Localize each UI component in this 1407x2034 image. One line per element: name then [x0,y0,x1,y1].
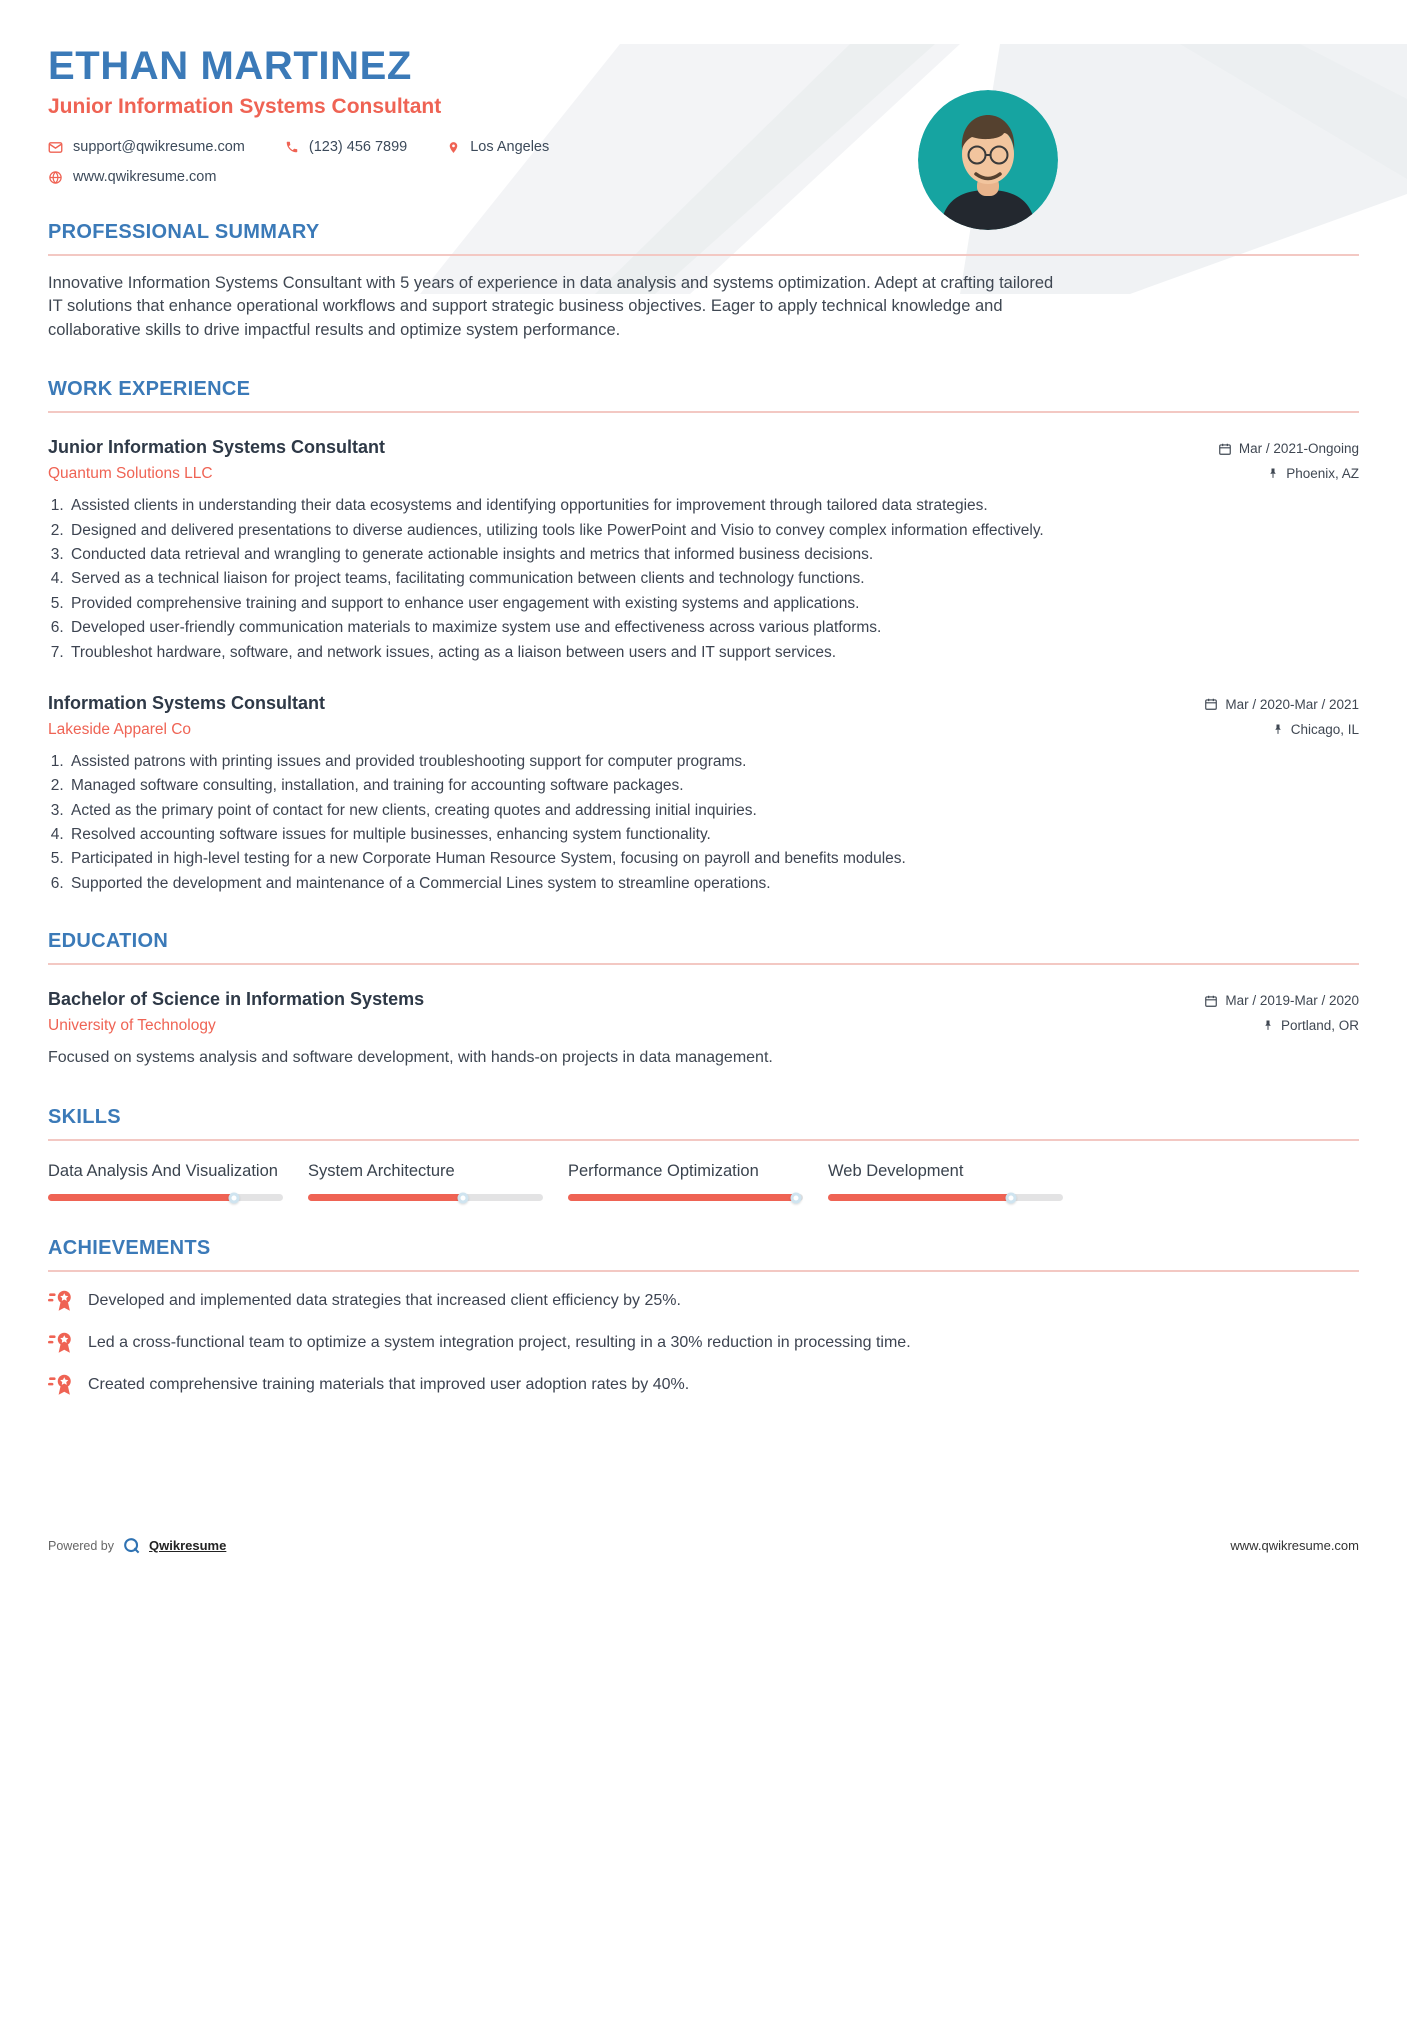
skill-bar-knob [1006,1192,1017,1203]
achievement-text: Created comprehensive training materials that improved user adoption rates by 40%. [88,1376,690,1394]
education-location-text: Portland, OR [1280,1018,1359,1034]
job-dates-text: Mar / 2020-Mar / 2021 [1225,696,1359,712]
job-title: Junior Information Systems Consultant [48,437,386,458]
profile-photo [918,90,1058,230]
job-bullet: 2. Designed and delivered presentations to diverse audiences, utilizing tools like PowerPoint and Visio to convey complex information effectively. [68,520,1048,541]
skill-bar-fill [48,1194,234,1201]
skill-bar-knob [228,1192,239,1203]
candidate-name: ETHAN MARTINEZ [48,44,412,88]
education-heading: EDUCATION [48,930,169,953]
job-entry-1 [48,437,1359,663]
avatar-illustration [918,90,1058,230]
contact-row-primary [48,139,1359,155]
skill-bar-fill [568,1194,796,1201]
skill-bar-knob [458,1192,469,1203]
section-achievements [48,1237,1359,1398]
education-location [1204,1018,1359,1033]
job-bullet: 1. Assisted clients in understanding their data ecosystems and identifying opportunities for improvement through tailored data strategies. [68,495,1048,516]
section-divider [48,963,1359,965]
achievement-item [48,1372,1359,1398]
summary-text: Innovative Information Systems Consultant with 5 years of experience in data analysis and systems optimization. Adept at crafting tailored IT solutions that enhance operational workflows and support strategic business objectives. Eager to apply technical knowledge and collaborative skills to drive impactful results and optimize system performance. [48,274,1054,339]
job-entry-2 [48,693,1359,894]
education-meta [1204,989,1359,1033]
achievement-item [48,1288,1359,1314]
qwikresume-logo-icon [122,1536,141,1555]
contact-location [447,139,549,155]
candidate-title: Junior Information Systems Consultant [48,95,442,118]
school-name: University of Technology [48,1017,216,1035]
education-header [48,989,1359,1035]
contact-email-text: support@qwikresume.com [73,139,245,155]
achievements-heading: ACHIEVEMENTS [48,1237,211,1260]
skill-item [828,1161,1063,1201]
job-bullet: 3. Conducted data retrieval and wrangling to generate actionable insights and metrics that informed business decisions. [68,544,1048,565]
skill-bar [828,1194,1063,1201]
skill-bar [48,1194,283,1201]
job-bullet: 4. Served as a technical liaison for project teams, facilitating communication between clients and technology functions. [68,568,1048,589]
job-location-text: Phoenix, AZ [1286,466,1359,482]
skill-name: Data Analysis And Visualization [48,1161,278,1180]
job-bullet: 3. Acted as the primary point of contact for new clients, creating quotes and addressing initial inquiries. [68,800,1048,821]
education-entry [48,989,1359,1070]
header [48,44,1359,185]
education-description: Focused on systems analysis and software development, with hands-on projects in data management. [48,1049,773,1067]
skill-bar-knob [790,1192,801,1203]
contact-website-text: www.qwikresume.com [73,169,217,185]
section-divider [48,1139,1359,1141]
phone-icon [285,140,299,154]
contact-phone [285,139,407,155]
powered-by-label: Powered by [48,1538,115,1553]
job-bullet: 6. Developed user-friendly communication materials to maximize system use and effectiveness across various platforms. [68,617,1048,638]
job-header [48,437,1359,483]
contact-location-text: Los Angeles [470,139,550,155]
section-divider [48,411,1359,413]
section-skills [48,1106,1359,1201]
job-dates [1218,441,1359,456]
qwikresume-link[interactable]: Qwikresume [149,1538,227,1553]
job-bullet-list [48,751,1048,894]
job-bullet: 2. Managed software consulting, installation, and training for accounting software packages. [68,775,1048,796]
job-bullet: 5. Participated in high-level testing for a new Corporate Human Resource System, focusing on payroll and benefits modules. [68,848,1048,869]
skill-bar-fill [308,1194,463,1201]
job-company: Lakeside Apparel Co [48,720,192,738]
job-header-left [48,437,385,483]
skill-item [308,1161,543,1201]
award-icon [48,1372,74,1398]
envelope-icon [48,140,63,155]
skills-grid [48,1161,1063,1201]
skill-bar [308,1194,543,1201]
job-bullet: 6. Supported the development and maintenance of a Commercial Lines system to streamline operations. [68,873,1048,894]
contact-phone-text: (123) 456 7899 [308,139,408,155]
job-location-text: Chicago, IL [1290,721,1359,737]
section-work-experience [48,378,1359,894]
work-experience-heading: WORK EXPERIENCE [48,378,251,401]
footer-website-link[interactable]: www.qwikresume.com [1230,1538,1359,1553]
pushpin-icon [1267,467,1279,480]
contact-email [48,139,245,155]
job-bullet-list [48,495,1048,663]
award-icon [48,1330,74,1356]
job-company: Quantum Solutions LLC [48,465,213,483]
skill-name: Performance Optimization [568,1161,759,1180]
achievement-text: Led a cross-functional team to optimize a system integration project, resulting in a 30% reduction in processing time. [88,1334,911,1352]
section-divider [48,1270,1359,1272]
footer [48,1536,1359,1555]
section-divider [48,254,1359,256]
globe-icon [48,170,63,185]
education-dates [1204,993,1359,1008]
contact-website [48,169,216,185]
skill-bar-fill [828,1194,1011,1201]
section-education [48,930,1359,1070]
job-bullet: 4. Resolved accounting software issues for multiple businesses, enhancing system functionality. [68,824,1048,845]
job-bullet: 1. Assisted patrons with printing issues and provided troubleshooting support for computer programs. [68,751,1048,772]
job-bullet: 7. Troubleshot hardware, software, and network issues, acting as a liaison between users and IT support services. [68,642,1048,663]
skill-item [568,1161,803,1201]
calendar-icon [1218,442,1232,456]
summary-heading: PROFESSIONAL SUMMARY [48,221,320,243]
achievement-list [48,1288,1359,1398]
achievement-item [48,1330,1359,1356]
job-header [48,693,1359,739]
skills-heading: SKILLS [48,1105,121,1128]
skill-bar [568,1194,803,1201]
contact-row-secondary [48,169,1359,185]
degree-title: Bachelor of Science in Information Systems [48,989,425,1010]
job-bullet: 5. Provided comprehensive training and support to enhance user engagement with existing systems and applications. [68,593,1048,614]
job-location [1204,722,1359,737]
skill-name: System Architecture [308,1161,455,1180]
job-meta [1204,693,1359,737]
job-title: Information Systems Consultant [48,692,326,713]
award-icon [48,1288,74,1314]
job-meta [1218,437,1359,481]
calendar-icon [1204,697,1218,711]
resume-page [0,44,1407,1398]
calendar-icon [1204,994,1218,1008]
education-dates-text: Mar / 2019-Mar / 2020 [1225,993,1359,1009]
job-header-left [48,693,325,739]
job-location [1218,466,1359,481]
achievement-text: Developed and implemented data strategies that increased client efficiency by 25%. [88,1292,681,1310]
education-header-left [48,989,424,1035]
footer-branding [48,1536,226,1555]
job-dates-text: Mar / 2021-Ongoing [1238,441,1359,457]
pushpin-icon [1262,1019,1274,1032]
map-pin-icon [447,140,460,155]
skill-item [48,1161,283,1201]
pushpin-icon [1272,723,1284,736]
section-professional-summary [48,221,1359,342]
skill-name: Web Development [828,1161,964,1180]
job-dates [1204,697,1359,712]
